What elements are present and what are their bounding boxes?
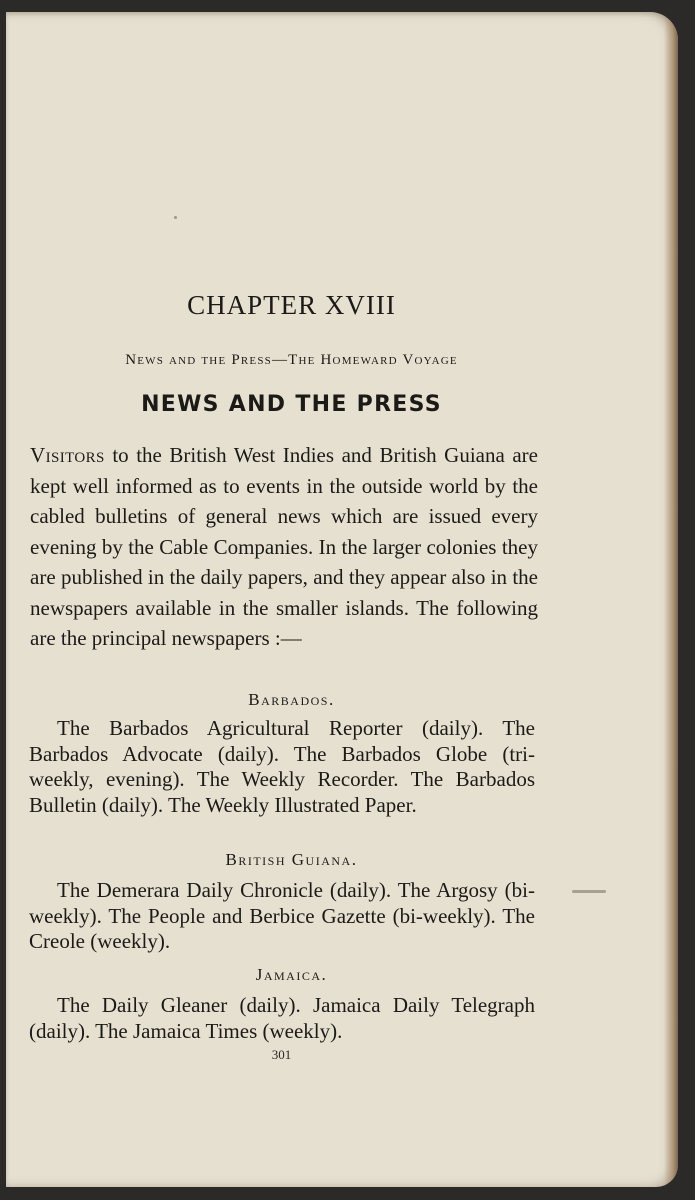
intro-paragraph	[30, 440, 538, 654]
page-sheet	[6, 12, 678, 1187]
page-number: 301	[271, 1047, 292, 1062]
region-entry-british-guiana: The Demerara Daily Chronicle (daily). The Argosy (bi-weekly). The People and Berbice Gazette (bi-weekly). The Creole (weekly).	[29, 878, 535, 953]
region-entry-barbados: The Barbados Agricultural Reporter (daily). The Barbados Advocate (daily). The Barbados Globe (tri-weekly, evening). The Weekly Recorder. The Barbados Bulletin (daily). The Weekly Illustrated Paper.	[29, 716, 535, 817]
region-heading-barbados: Barbados.	[248, 690, 335, 709]
section-title: NEWS AND THE PRESS	[141, 392, 442, 417]
page-edge-shadow	[664, 12, 678, 1187]
chapter-title: CHAPTER XVIII	[187, 290, 396, 320]
intro-text: to the British West Indies and British Guiana are kept well informed as to events in the outside world by the cabled bulletins of general news which are issued every evening by the Cable Companies. In the larger colonies they are published in the daily papers, and they appear also in the newspapers available in the smaller islands. The following are the principal newspapers :—	[30, 443, 538, 650]
region-heading-jamaica: Jamaica.	[255, 965, 328, 984]
paper-speck	[174, 216, 177, 219]
region-heading-british-guiana: British Guiana.	[225, 850, 358, 869]
intro-lead-word: Visitors	[30, 443, 105, 467]
chapter-subtitle: News and the Press—The Homeward Voyage	[125, 352, 458, 368]
region-entry-jamaica: The Daily Gleaner (daily). Jamaica Daily Telegraph (daily). The Jamaica Times (weekly).	[29, 993, 535, 1043]
margin-dash-mark	[572, 890, 606, 893]
